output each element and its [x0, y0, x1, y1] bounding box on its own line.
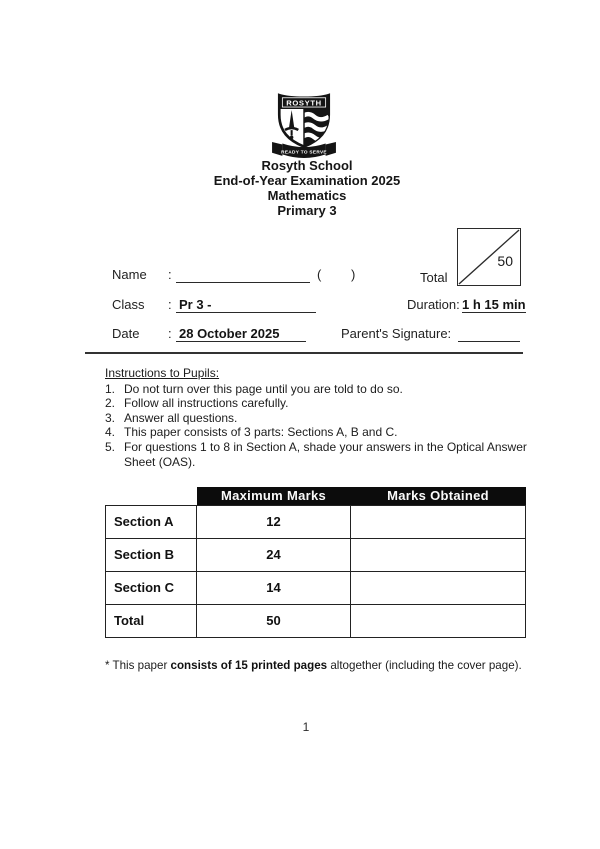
- table-row-section-c: [106, 571, 526, 604]
- duration-label: Duration:: [407, 297, 460, 312]
- marks-table-header-row: [106, 487, 526, 505]
- section-divider: [85, 352, 523, 354]
- section-a-marks-obtained-cell[interactable]: [351, 505, 526, 538]
- crest-shield-graphic: [270, 92, 338, 160]
- index-paren-close: ): [351, 267, 356, 282]
- level-name: Primary 3: [277, 203, 337, 218]
- total-row-label: Total: [106, 604, 197, 637]
- school-name: Rosyth School: [261, 158, 353, 173]
- crest-motto: READY TO SERVE: [281, 150, 327, 156]
- marks-header-obtained: Marks Obtained: [351, 487, 526, 505]
- section-c-label: Section C: [106, 571, 197, 604]
- total-max-marks: 50: [197, 604, 351, 637]
- signature-input-line[interactable]: [458, 326, 520, 342]
- class-label: Class: [112, 297, 145, 312]
- class-input-line[interactable]: [176, 297, 316, 313]
- subject-name: Mathematics: [267, 188, 347, 203]
- instruction-number: 2.: [105, 396, 116, 411]
- exam-name: End-of-Year Examination 2025: [213, 173, 401, 188]
- total-label: Total: [420, 270, 448, 285]
- title-block: [14, 158, 600, 218]
- instruction-text: [124, 440, 529, 469]
- section-b-label: Section B: [106, 538, 197, 571]
- index-paren-open: (: [317, 267, 322, 282]
- signature-label: Parent's Signature:: [341, 326, 452, 341]
- note-prefix: * This paper: [105, 659, 171, 672]
- instruction-number: 3.: [105, 410, 116, 425]
- section-b-marks-obtained-cell[interactable]: [351, 538, 526, 571]
- instruction-number: 4.: [105, 425, 116, 440]
- name-colon: :: [168, 267, 172, 282]
- duration-value: 1 h 15 min: [462, 297, 526, 312]
- note-bold: consists of 15 printed pages: [170, 659, 328, 672]
- page-count-note: [105, 659, 522, 672]
- instruction-item: [105, 396, 529, 411]
- crest-school-name: ROSYTH: [286, 98, 322, 108]
- total-max-score: 50: [497, 253, 513, 269]
- marks-header-blank: [106, 487, 197, 505]
- instruction-text-line1: For questions 1 to 8 in Section A, shade your answers in the Optical Answer: [124, 439, 527, 454]
- note-suffix: altogether (including the cover page).: [327, 659, 522, 672]
- marks-table: [105, 487, 526, 638]
- class-value: Pr 3 -: [179, 297, 212, 312]
- instruction-item: [105, 425, 529, 440]
- instruction-item: [105, 411, 529, 426]
- date-label: Date: [112, 326, 140, 341]
- section-a-max-marks: 12: [197, 505, 351, 538]
- instructions-section: [105, 366, 529, 469]
- date-value: 28 October 2025: [179, 326, 280, 341]
- instruction-text-line2: Sheet (OAS).: [124, 454, 196, 469]
- instruction-text: Do not turn over this page until you are told to do so.: [124, 381, 403, 396]
- instruction-text: Answer all questions.: [124, 410, 238, 425]
- total-marks-obtained-cell[interactable]: [351, 604, 526, 637]
- class-colon: :: [168, 297, 172, 312]
- date-row: [0, 326, 600, 343]
- marks-header-maximum: Maximum Marks: [197, 487, 351, 505]
- name-label: Name: [112, 267, 147, 282]
- class-row: [0, 297, 600, 314]
- instruction-text: This paper consists of 3 parts: Sections A, B and C.: [124, 425, 398, 440]
- instruction-item: [105, 382, 529, 397]
- section-c-max-marks: 14: [197, 571, 351, 604]
- name-input-line[interactable]: [176, 267, 310, 283]
- name-row: [0, 267, 600, 284]
- instruction-number: 5.: [105, 439, 116, 454]
- date-colon: :: [168, 326, 172, 341]
- instruction-item: [105, 440, 529, 469]
- page-number: 1: [302, 720, 310, 734]
- instruction-text: Follow all instructions carefully.: [124, 396, 289, 411]
- date-input-line: [176, 326, 306, 342]
- section-a-label: Section A: [106, 505, 197, 538]
- table-row-section-b: [106, 538, 526, 571]
- table-row-section-a: [106, 505, 526, 538]
- section-c-marks-obtained-cell[interactable]: [351, 571, 526, 604]
- instructions-heading: Instructions to Pupils:: [105, 366, 220, 380]
- school-crest: [270, 92, 338, 160]
- section-b-max-marks: 24: [197, 538, 351, 571]
- instruction-number: 1.: [105, 381, 116, 396]
- table-row-total: [106, 604, 526, 637]
